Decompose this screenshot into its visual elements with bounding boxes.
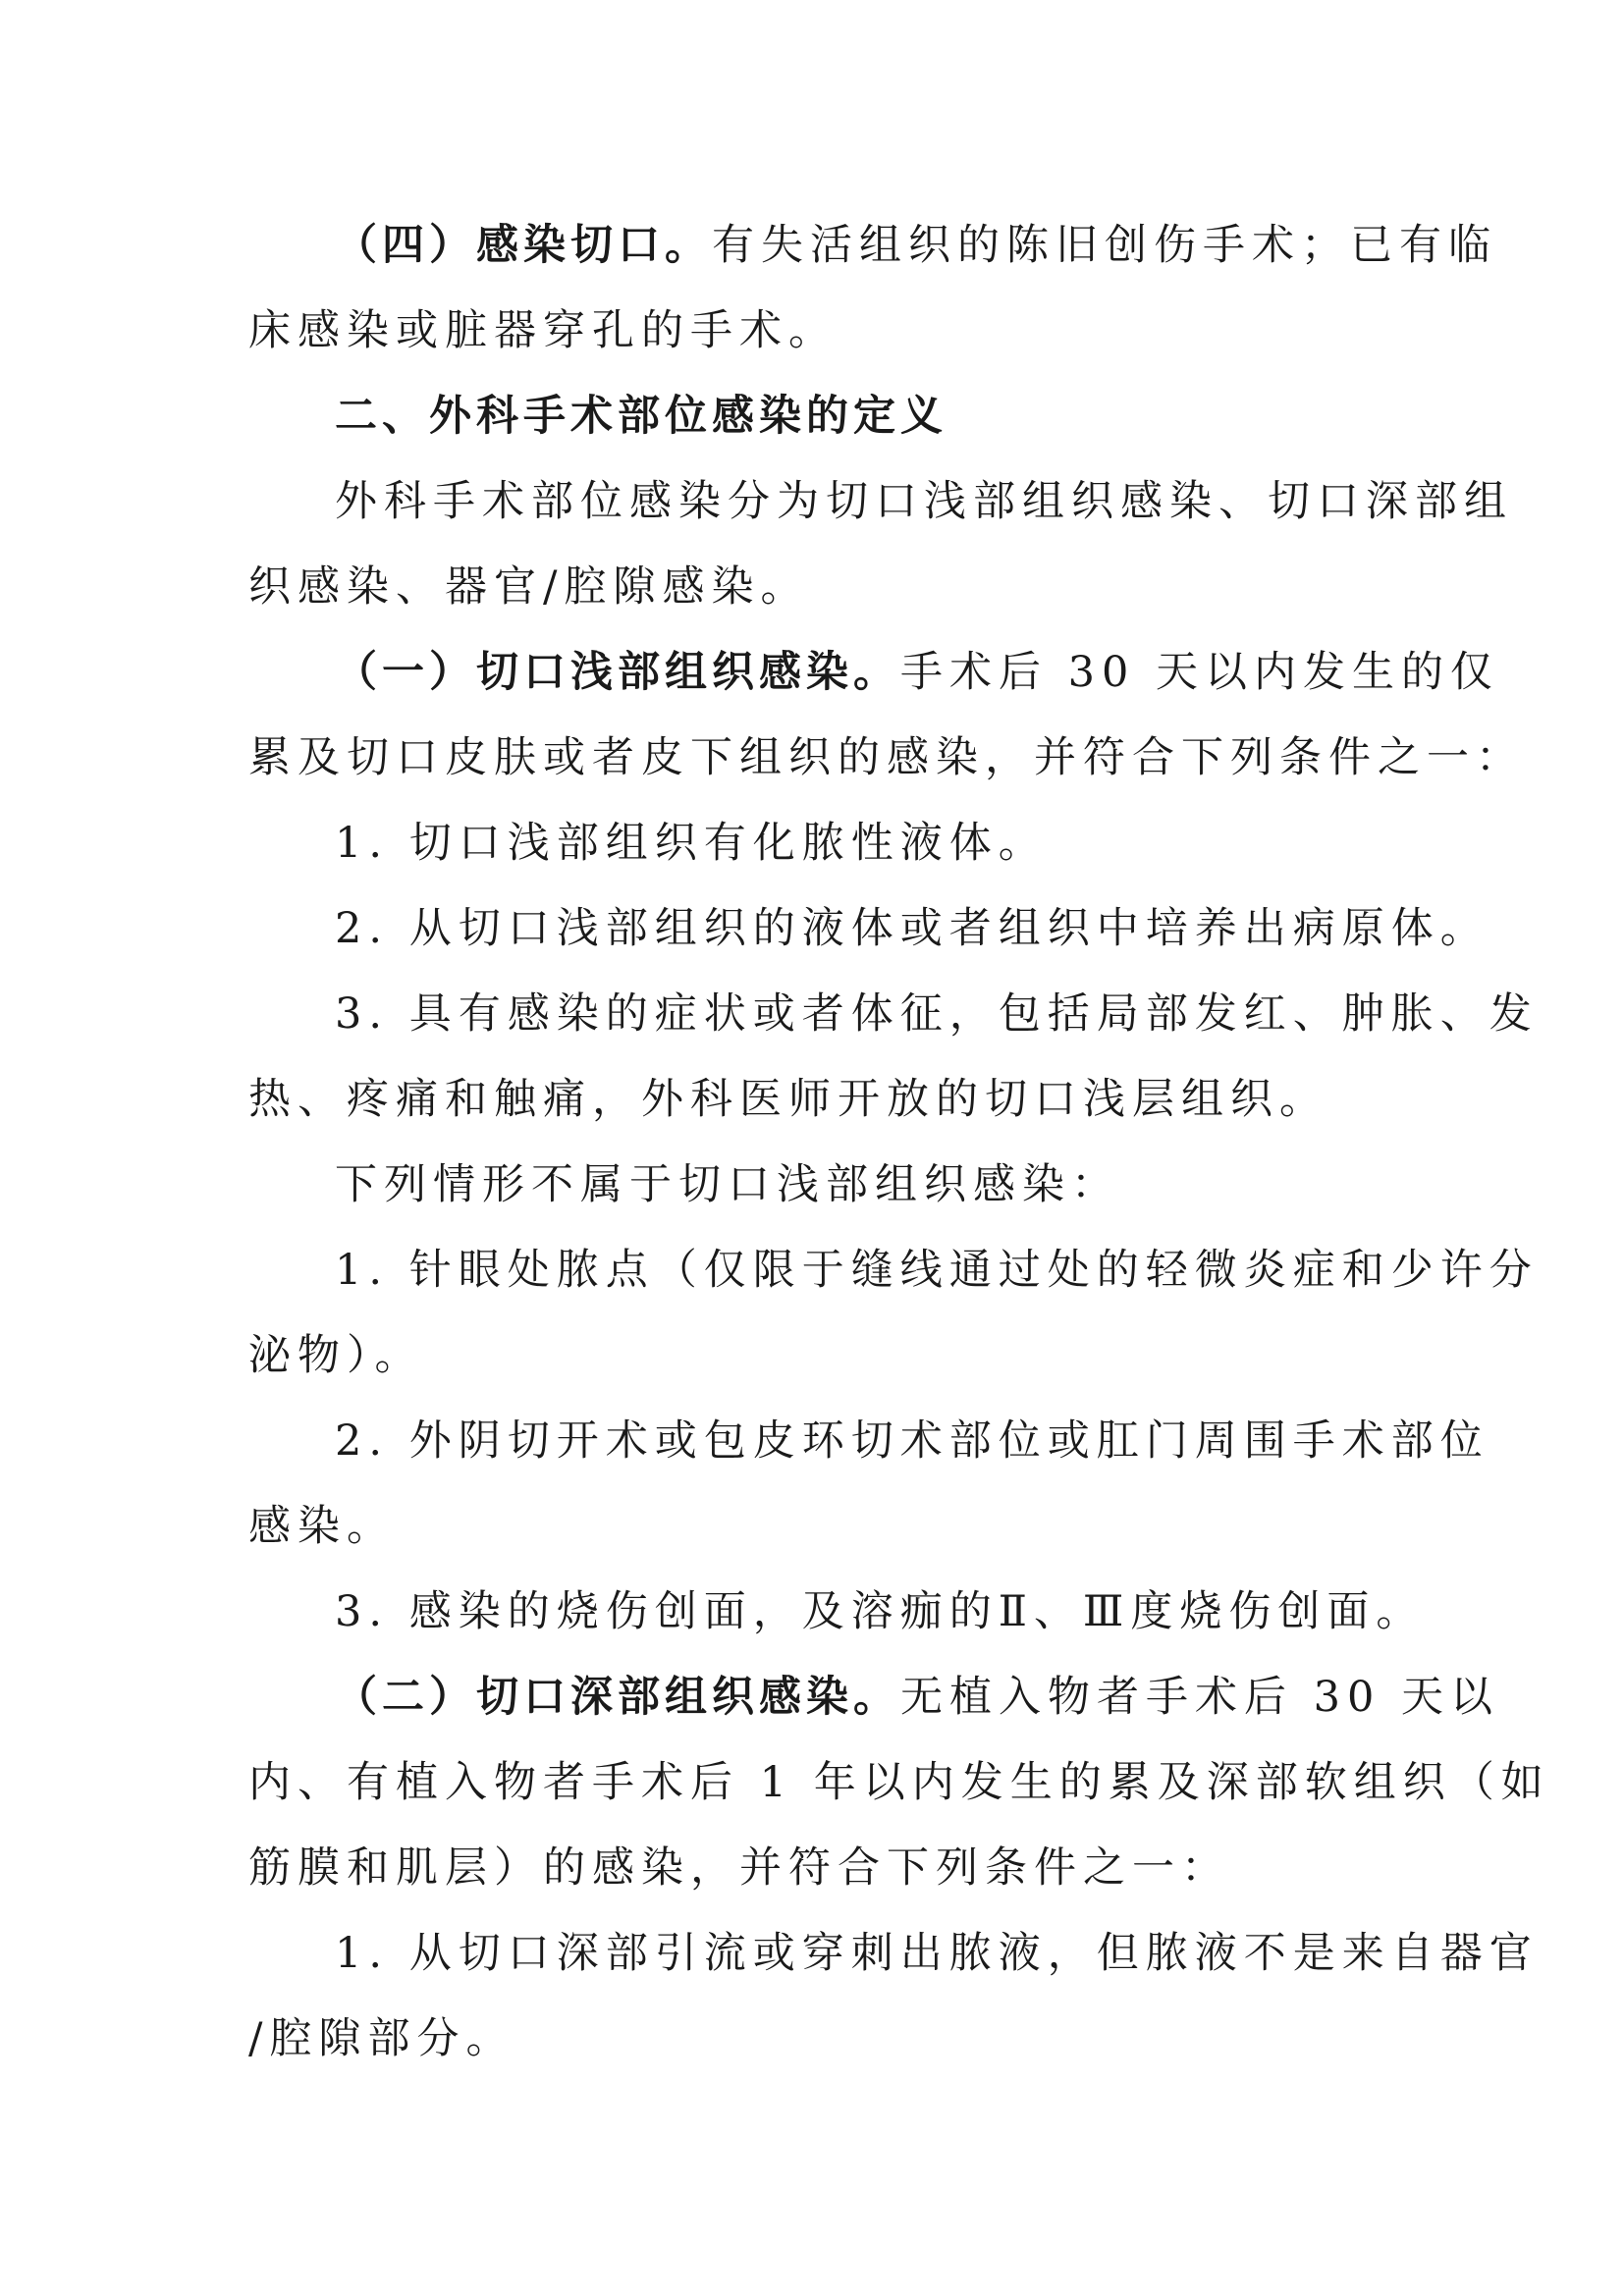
list-item-continuation: /腔隙部分。	[248, 2014, 515, 2063]
paragraph-continuation: 累及切口皮肤或者皮下组织的感染，并符合下列条件之一：	[248, 733, 1525, 782]
list-item-continuation: 泌物）。	[248, 1331, 424, 1380]
list-item: 1. 切口浅部组织有化脓性液体。	[335, 819, 1048, 868]
paragraph-continuation: 筋膜和肌层）的感染，并符合下列条件之一：	[248, 1843, 1230, 1893]
heading-infected-incision: （四）感染切口。	[335, 221, 712, 270]
paragraph-incision-class-4	[335, 218, 1497, 273]
list-item: 2. 从切口浅部组织的液体或者组织中培养出病原体。	[335, 904, 1489, 953]
list-item: 1. 针眼处脓点（仅限于缝线通过处的轻微炎症和少许分	[335, 1246, 1539, 1295]
paragraph-continuation: 内、有植入物者手术后 1 年以内发生的累及深部软组织（如	[248, 1758, 1550, 1807]
section-heading-ssi-definition: 二、外科手术部位感染的定义	[335, 392, 947, 441]
list-item: 2. 外阴切开术或包皮环切术部位或肛门周围手术部位	[335, 1416, 1489, 1466]
paragraph-text: 手术后 30 天以内发生的仅	[900, 648, 1500, 697]
list-item: 3. 感染的烧伤创面，及溶痂的Ⅱ、Ⅲ度烧伤创面。	[335, 1587, 1426, 1636]
heading-superficial-incision-infection: （一）切口浅部组织感染。	[335, 648, 900, 697]
list-item-continuation: 热、疼痛和触痛，外科医师开放的切口浅层组织。	[248, 1075, 1328, 1124]
paragraph-superficial-ssi	[335, 645, 1499, 700]
list-item: 3. 具有感染的症状或者体征，包括局部发红、肿胀、发	[335, 989, 1539, 1039]
paragraph-continuation: 织感染、器官/腔隙感染。	[248, 562, 810, 612]
list-item-continuation: 感染。	[248, 1502, 396, 1551]
paragraph-continuation: 床感染或脏器穿孔的手术。	[248, 306, 838, 355]
paragraph-text: 无植入物者手术后 30 天以	[900, 1673, 1500, 1722]
heading-deep-incision-infection: （二）切口深部组织感染。	[335, 1673, 900, 1722]
paragraph-text: 有失活组织的陈旧创伤手术；已有临	[712, 221, 1497, 270]
paragraph-exclusions-intro: 下列情形不属于切口浅部组织感染：	[335, 1160, 1120, 1209]
list-item: 1. 从切口深部引流或穿刺出脓液，但脓液不是来自器官	[335, 1929, 1539, 1978]
paragraph-deep-ssi	[335, 1670, 1499, 1725]
paragraph-ssi-types: 外科手术部位感染分为切口浅部组织感染、切口深部组	[335, 477, 1513, 526]
